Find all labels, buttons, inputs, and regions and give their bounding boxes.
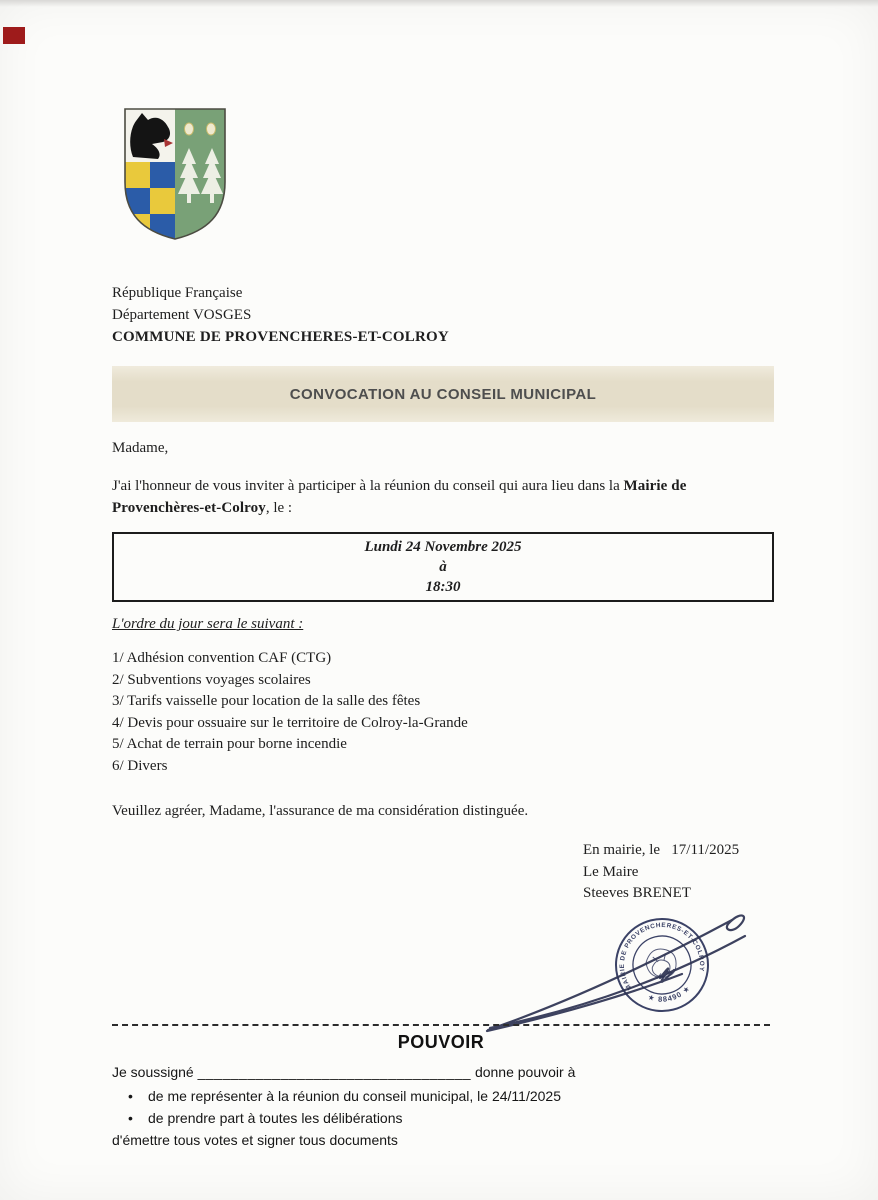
- banner-title: CONVOCATION AU CONSEIL MUNICIPAL: [289, 385, 597, 403]
- agenda-item: 3/ Tarifs vaisselle pour location de la salle des fêtes: [112, 693, 421, 710]
- document-header: [112, 282, 449, 348]
- bullet-icon: •: [128, 1088, 133, 1104]
- pouvoir-line: [112, 1064, 575, 1080]
- meeting-at: à: [439, 559, 447, 575]
- intro-paragraph: [112, 475, 777, 519]
- intro-suffix: , le :: [265, 500, 293, 516]
- agenda-list: [112, 648, 468, 778]
- handwritten-signature: [430, 878, 775, 1043]
- bee-icon: [185, 123, 194, 135]
- pouvoir-footer: d'émettre tous votes et signer tous documents: [112, 1132, 398, 1148]
- agenda-item: 1/ Adhésion convention CAF (CTG): [112, 650, 332, 666]
- header-departement: Département VOSGES: [112, 307, 252, 323]
- pouvoir-prefix: Je soussigné: [112, 1064, 194, 1080]
- signature-name: Steeves BRENET: [583, 885, 691, 901]
- header-republique: République Française: [112, 285, 243, 301]
- agenda-title: L'ordre du jour sera le suivant :: [112, 616, 304, 632]
- signature-role: Le Maire: [583, 863, 639, 880]
- meeting-date-box: [112, 532, 774, 602]
- bullet-text: de me représenter à la réunion du conseil municipal, le 24/11/2025: [148, 1088, 561, 1104]
- coat-of-arms: [119, 104, 231, 244]
- pouvoir-bullet-item: [128, 1110, 403, 1126]
- pouvoir-title: POUVOIR: [397, 1032, 485, 1052]
- agenda-item: 2/ Subventions voyages scolaires: [112, 671, 311, 688]
- stamp-ring-text: MAIRIE DE PROVENCHERES-ET-COLROY: [618, 921, 706, 992]
- title-banner: [112, 366, 774, 422]
- header-commune: COMMUNE DE PROVENCHERES-ET-COLROY: [112, 329, 449, 345]
- meeting-date: Lundi 24 Novembre 2025: [364, 539, 522, 555]
- scan-edge-shadow: [0, 0, 878, 7]
- meeting-time: 18:30: [425, 579, 461, 595]
- bullet-text: de prendre part à toutes les délibérations: [148, 1110, 403, 1126]
- pouvoir-blank-line: _________________________________: [197, 1064, 472, 1080]
- agenda-item: 6/ Divers: [112, 757, 168, 774]
- agenda-item: 5/ Achat de terrain pour borne incendie: [112, 736, 347, 753]
- pouvoir-suffix: donne pouvoir à: [474, 1064, 576, 1080]
- scan-red-mark: [3, 27, 25, 44]
- bullet-icon: •: [128, 1110, 133, 1126]
- intro-bold-place: Mairie de Provenchères-et-Colroy: [112, 478, 687, 516]
- agenda-item: 4/ Devis pour ossuaire sur le territoire de Colroy-la-Grande: [112, 714, 468, 731]
- intro-text: J'ai l'honneur de vous inviter à participer à la réunion du conseil qui aura lieu dans la: [112, 478, 624, 494]
- salutation: Madame,: [112, 440, 169, 456]
- signature-place-date: En mairie, le 17/11/2025: [583, 842, 740, 858]
- closing-formula: Veuillez agréer, Madame, l'assurance de ma considération distinguée.: [112, 803, 529, 819]
- bee-icon: [207, 123, 216, 135]
- pouvoir-bullet-item: [128, 1088, 561, 1104]
- tear-off-dashed-line: [112, 1024, 770, 1026]
- stamp-postal-code: ★ 88490 ★: [646, 983, 693, 1004]
